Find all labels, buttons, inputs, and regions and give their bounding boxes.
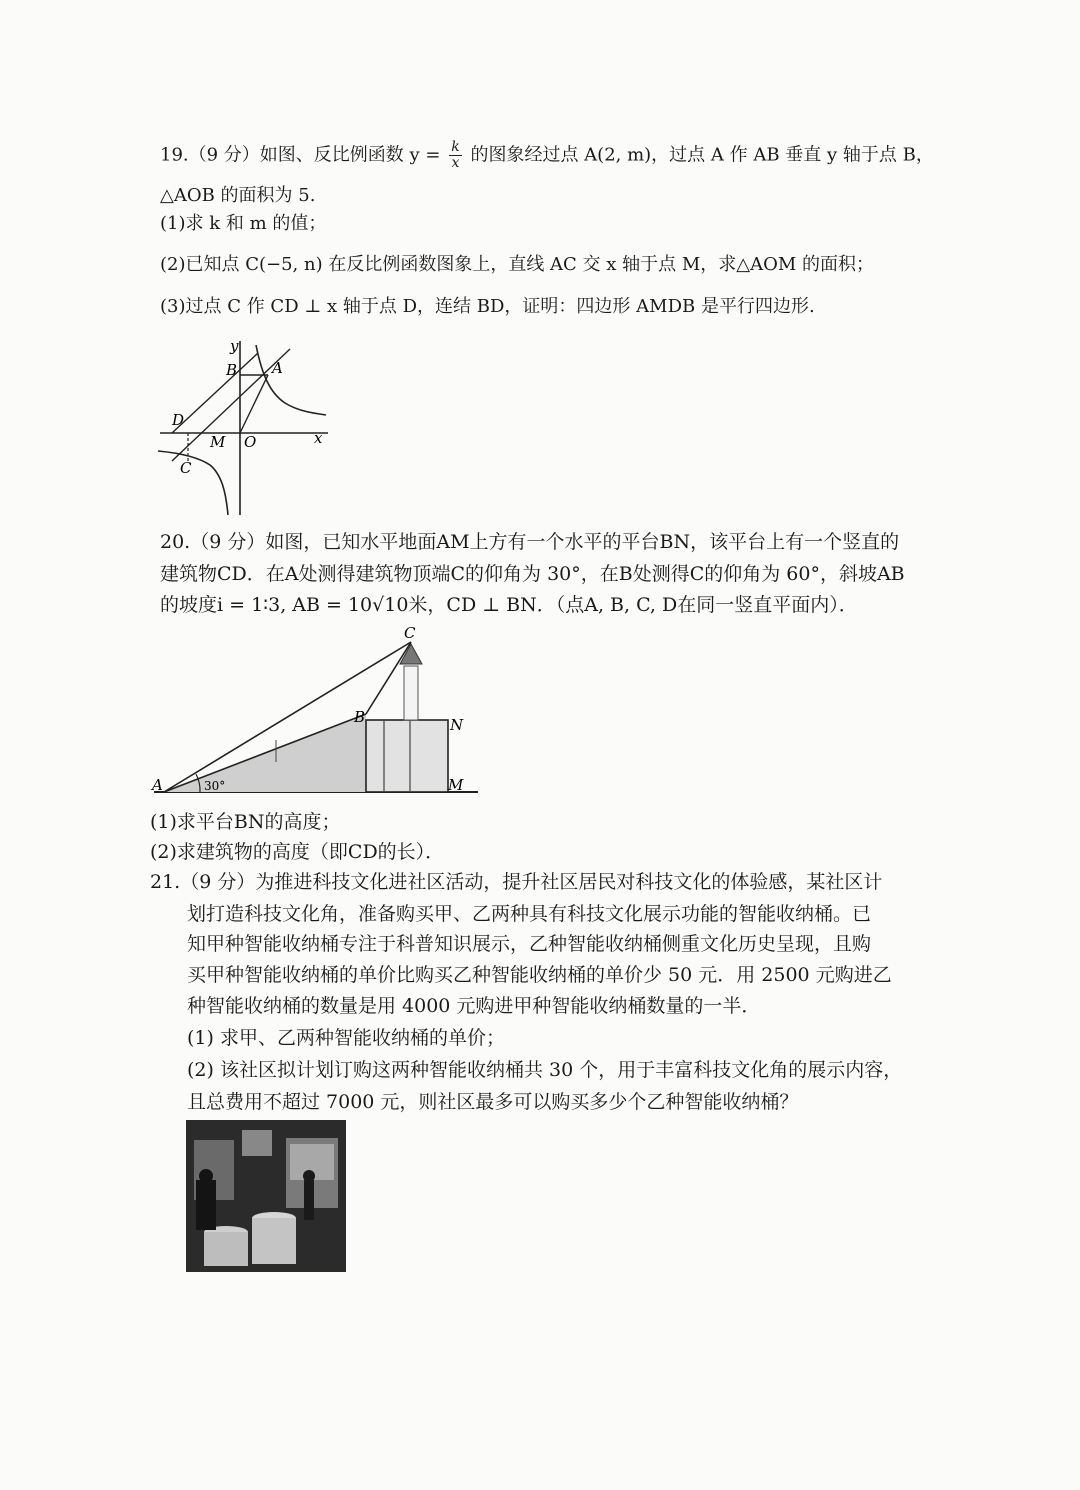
q19-part3: (3)过点 C 作 CD ⊥ x 轴于点 D，连结 BD，证明：四边形 AMDB 是平行四边形. [160, 296, 815, 317]
q21-line1: 21.（9 分）为推进科技文化进社区活动，提升社区居民对科技文化的体验感，某社区计 [150, 871, 883, 893]
q20-line1: 20.（9 分）如图，已知水平地面AM上方有一个水平的平台BN，该平台上有一个竖直的 [160, 531, 900, 553]
q19-part1: (1)求 k 和 m 的值； [160, 213, 327, 234]
label-x: x [314, 429, 323, 447]
q20-part1: (1)求平台BN的高度； [150, 811, 341, 833]
q20-building-figure [148, 622, 488, 802]
label-c: C [180, 459, 192, 477]
label-o: O [244, 433, 257, 451]
q20-line2: 建筑物CD．在A处测得建筑物顶端C的仰角为 30°，在B处测得C的仰角为 60°，斜坡AB [160, 563, 905, 585]
label-angle-30: 30° [204, 779, 226, 793]
label-a: A [152, 776, 163, 794]
label-a: A [272, 359, 283, 377]
q19-line2: △AOB 的面积为 5. [160, 185, 316, 206]
hyperbola-branch-lower [158, 451, 228, 515]
photo-illustration [186, 1120, 346, 1272]
platform-block [366, 720, 448, 792]
label-c: C [404, 624, 416, 642]
q19-heading-part1: 19.（9 分）如图、反比例函数 y = [160, 144, 441, 166]
q21-line5: 种智能收纳桶的数量是用 4000 元购进甲种智能收纳桶数量的一半． [187, 995, 761, 1017]
q21-part2a: (2) 该社区拟计划订购这两种智能收纳桶共 30 个，用于丰富科技文化角的展示内容， [187, 1059, 903, 1081]
fraction-numerator: k [451, 139, 460, 155]
fraction-k-over-x [449, 140, 461, 171]
q20-line3: 的坡度i = 1∶3, AB = 10√10米，CD ⊥ BN．（点A, B, C, D在同一竖直平面内）． [160, 594, 858, 616]
q21-part2b: 且总费用不超过 7000 元，则社区最多可以购买多少个乙种智能收纳桶？ [187, 1091, 799, 1113]
q19-heading-part2: 的图象经过点 A(2, m)，过点 A 作 AB 垂直 y 轴于点 B， [470, 144, 934, 166]
q19-coordinate-figure [150, 335, 350, 520]
q19-part2: (2)已知点 C(−5, n) 在反比例函数图象上，直线 AC 交 x 轴于点 M，求△AOM 的面积； [160, 254, 875, 275]
smart-bin-photo [186, 1120, 346, 1272]
q21-line4: 买甲种智能收纳桶的单价比购买乙种智能收纳桶的单价少 50 元．用 2500 元购进乙 [187, 964, 892, 986]
label-d: D [172, 411, 185, 429]
label-n: N [450, 716, 464, 734]
label-y: y [230, 337, 239, 355]
q19-heading [160, 140, 934, 171]
q21-part1: (1) 求甲、乙两种智能收纳桶的单价； [187, 1027, 505, 1049]
label-b: B [226, 361, 238, 379]
q21-line2: 划打造科技文化角，准备购买甲、乙两种具有科技文化展示功能的智能收纳桶。已 [187, 903, 872, 925]
label-m: M [448, 776, 464, 794]
q21-line3: 知甲种智能收纳桶专注于科普知识展示，乙种智能收纳桶侧重文化历史呈现，且购 [187, 933, 872, 955]
fraction-denominator: x [451, 155, 460, 171]
label-m: M [210, 433, 226, 451]
label-b: B [354, 708, 366, 726]
hyperbola-branch-upper [256, 345, 326, 415]
building-cd [404, 666, 418, 720]
q20-part2: (2)求建筑物的高度（即CD的长）． [150, 841, 445, 863]
